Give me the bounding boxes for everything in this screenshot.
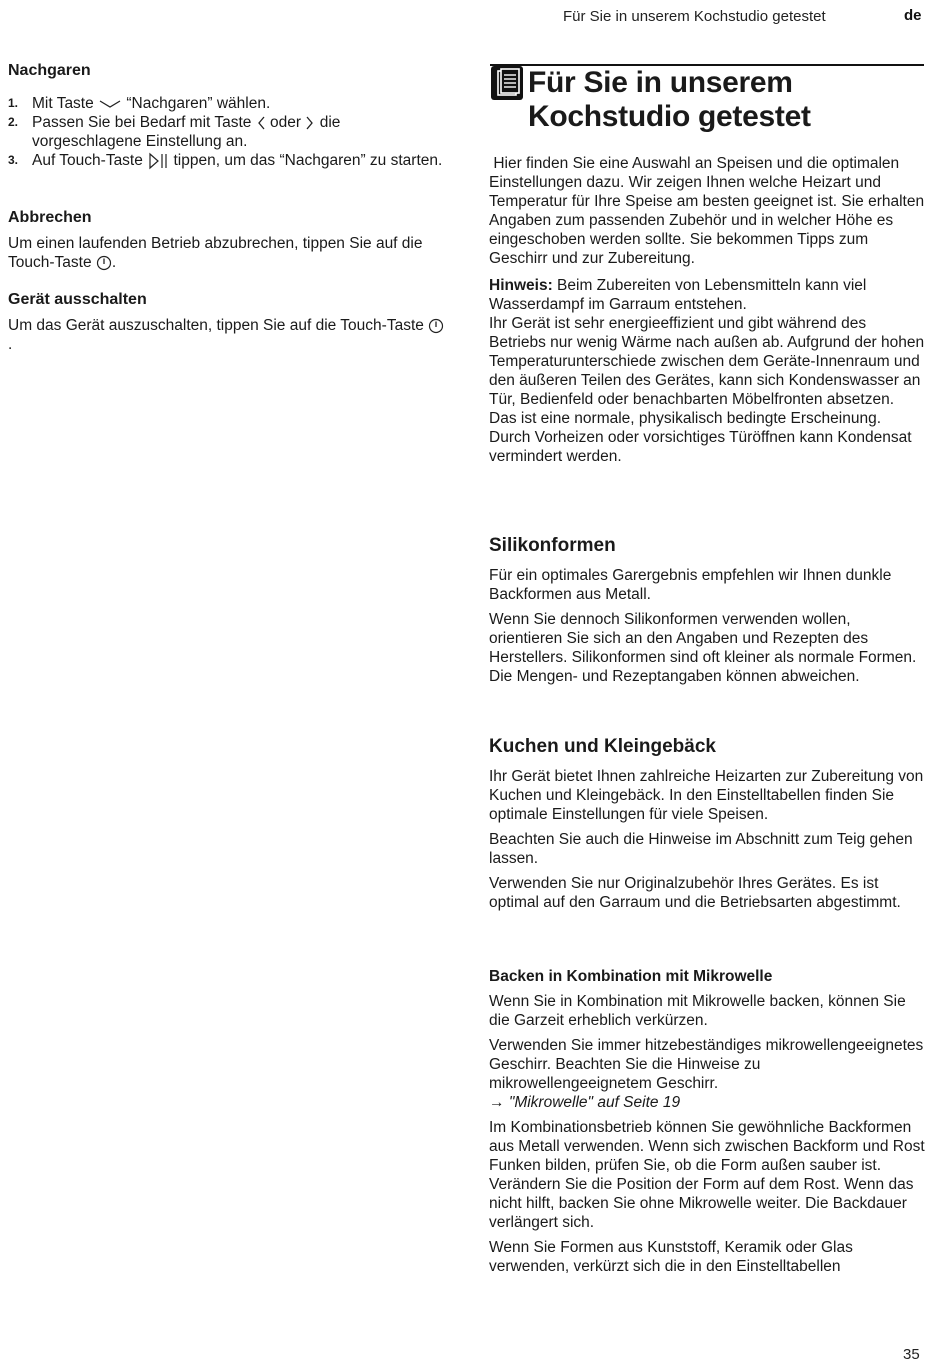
backen-p3: Im Kombinationsbetrieb können Sie gewöhnliche Backformen aus Metall verwenden. Wenn sich zwischen Backform und Rost Funken bilden, prüfen Sie, ob die Form außen sauber ist. Verändern Sie die Position der Form auf dem Rost. Wenn das nicht hilft, backen Sie ohne Mikrowelle weiter. Die Backdauer verlängert sich. bbox=[489, 1119, 925, 1231]
step-number: 2. bbox=[8, 115, 19, 129]
page-number: 35 bbox=[903, 1346, 920, 1363]
step-1 bbox=[8, 94, 448, 113]
language-code: de bbox=[904, 7, 922, 24]
note-label: Hinweis: bbox=[489, 277, 553, 294]
step-text: Auf Touch-Taste bbox=[32, 152, 143, 169]
section-ausschalten bbox=[8, 290, 448, 354]
backen-p2: Verwenden Sie immer hitzebeständiges mikrowellengeeignetes Geschirr. Beachten Sie die Hinweise zu mikrowellengeeignetem Geschirr. bbox=[489, 1037, 924, 1092]
ausschalten-text-a: Um das Gerät auszuschalten, tippen Sie auf die Touch-Taste bbox=[8, 317, 424, 334]
note-text: Beim Zubereiten von Lebensmitteln kann viel Wasserdampf im Garraum entstehen. bbox=[489, 277, 867, 313]
abbrechen-text-b: . bbox=[111, 254, 117, 271]
kuchen-p1: Ihr Gerät bietet Ihnen zahlreiche Heizarten zur Zubereitung von Kuchen und Kleingebäck. In den Einstelltabellen finden Sie optimale Einstellungen für viele Speisen. bbox=[489, 768, 924, 823]
backen-p4: Wenn Sie Formen aus Kunststoff, Keramik oder Glas verwenden, verkürzt sich die in den Einstelltabellen bbox=[489, 1239, 853, 1275]
silikon-p2: Wenn Sie dennoch Silikonformen verwenden wollen, orientieren Sie sich an den Angaben und Rezepten des Herstellers. Silikonformen sind oft kleiner als normale Formen. Die Mengen- und Rezeptangaben können abweichen. bbox=[489, 611, 917, 685]
abbrechen-text bbox=[8, 234, 448, 272]
power-icon bbox=[96, 255, 112, 271]
arrow-right-icon: → bbox=[489, 1094, 505, 1111]
play-pause-icon bbox=[147, 152, 169, 170]
page-title-line-1: Für Sie in unserem bbox=[528, 66, 793, 99]
chevron-right-icon bbox=[305, 115, 315, 131]
note-paragraph-2: Ihr Gerät ist sehr energieeffizient und gibt während des Betriebs nur wenig Wärme nach außen ab. Aufgrund der hohen Temperaturunterschiede zwischen dem Geräte-Innenraum und den äußeren Teilen des Gerätes, kann sich Kondenswasser an Tür, Bedienfeld oder benachbarten Möbelfronten absetzen. Das ist eine normale, physikalisch bedingte Erscheinung. Durch Vorheizen oder vorsichtiges Türöffnen kann Kondensat vermindert werden. bbox=[489, 315, 925, 465]
step-number: 1. bbox=[8, 96, 19, 110]
section-kuchen bbox=[489, 736, 925, 912]
document-icon bbox=[491, 66, 523, 100]
step-number: 3. bbox=[8, 153, 19, 167]
chevron-down-icon bbox=[98, 99, 122, 109]
heading-abbrechen: Abbrechen bbox=[8, 209, 92, 226]
step-text: Passen Sie bei Bedarf mit Taste bbox=[32, 114, 252, 131]
section-silikonformen bbox=[489, 535, 925, 686]
step-text: “Nachgaren” wählen. bbox=[126, 95, 271, 112]
section-backen-mikrowelle bbox=[489, 967, 925, 1276]
section-abbrechen bbox=[8, 208, 448, 272]
heading-backen-mikrowelle: Backen in Kombination mit Mikrowelle bbox=[489, 968, 773, 985]
step-3 bbox=[8, 151, 448, 170]
heading-kuchen: Kuchen und Kleingebäck bbox=[489, 736, 716, 757]
step-text: tippen, um das “Nachgaren” zu starten. bbox=[173, 152, 443, 169]
ausschalten-text bbox=[8, 316, 448, 354]
heading-silikonformen: Silikonformen bbox=[489, 535, 616, 556]
silikon-p1: Für ein optimales Garergebnis empfehlen wir Ihnen dunkle Backformen aus Metall. bbox=[489, 567, 892, 603]
step-text: oder bbox=[270, 114, 302, 131]
page-title-line-2: Kochstudio getestet bbox=[528, 100, 811, 133]
heading-nachgaren: Nachgaren bbox=[8, 62, 91, 79]
step-text: Mit Taste bbox=[32, 95, 94, 112]
backen-p1: Wenn Sie in Kombination mit Mikrowelle backen, können Sie die Garzeit erheblich verkürzen. bbox=[489, 993, 906, 1029]
intro-block bbox=[489, 154, 928, 466]
kuchen-p3: Verwenden Sie nur Originalzubehör Ihres Gerätes. Es ist optimal auf den Garraum und die Betriebsarten abgestimmt. bbox=[489, 875, 901, 911]
abbrechen-text-a: Um einen laufenden Betrieb abzubrechen, tippen Sie auf die Touch-Taste bbox=[8, 235, 423, 271]
chevron-left-icon bbox=[256, 115, 266, 131]
section-nachgaren bbox=[8, 61, 448, 170]
cross-reference-text[interactable]: "Mikrowelle" auf Seite 19 bbox=[508, 1094, 681, 1111]
step-text: die vorgeschlagene Einstellung an. bbox=[32, 114, 341, 150]
ausschalten-text-b: . bbox=[8, 336, 13, 353]
cross-reference-link[interactable] bbox=[489, 1093, 925, 1112]
heading-ausschalten: Gerät ausschalten bbox=[8, 291, 147, 308]
intro-text: Hier finden Sie eine Auswahl an Speisen und die optimalen Einstellungen dazu. Wir zeigen Ihnen welche Heizart und Temperatur für Ihre Speise am besten geeignet ist. Sie erhalten Angaben zum passenden Zubehör und in welcher Höhe es eingeschoben werden sollte. Sie bekommen Tipps zum Geschirr und zur Zubereitung. bbox=[489, 155, 928, 267]
step-2 bbox=[8, 113, 448, 151]
nachgaren-steps bbox=[8, 94, 448, 170]
page-title bbox=[528, 66, 928, 134]
kuchen-p2: Beachten Sie auch die Hinweise im Abschnitt zum Teig gehen lassen. bbox=[489, 831, 913, 867]
note-paragraph bbox=[489, 276, 925, 314]
running-header-title: Für Sie in unserem Kochstudio getestet bbox=[563, 8, 826, 25]
power-icon bbox=[428, 318, 444, 334]
